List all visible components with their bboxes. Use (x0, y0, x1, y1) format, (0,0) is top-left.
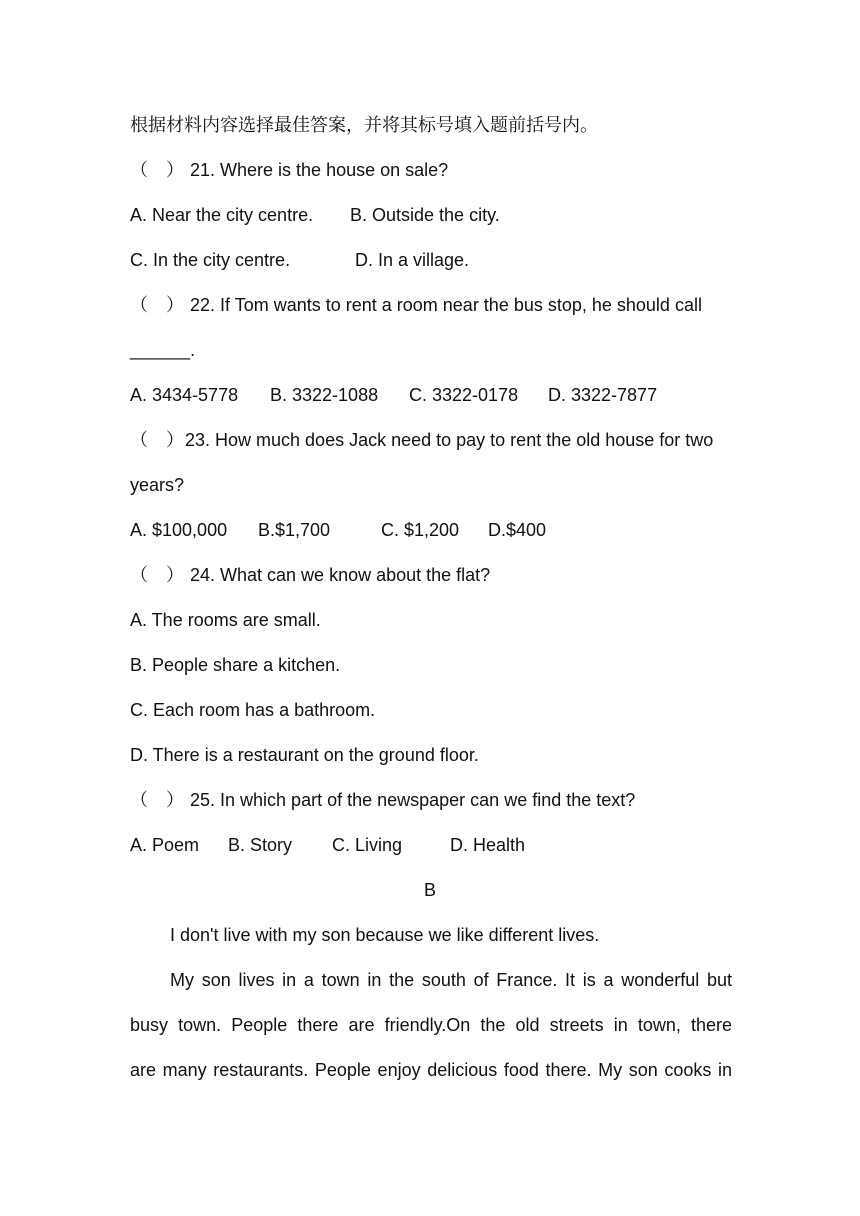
instruction-text: 根据材料内容选择最佳答案，并将其标号填入题前括号内。 (130, 115, 598, 135)
question-21-stem: 21. Where is the house on sale? (190, 160, 449, 180)
option-23-a: A. $100,000 (130, 520, 228, 540)
passage-line-3: busy town. People there are friendly.On the old streets in town, there (130, 1015, 732, 1035)
question-22 (130, 283, 702, 328)
option-22-d: D. 3322-7877 (548, 385, 658, 405)
passage-line-4: are many restaurants. People enjoy delicious food there. My son cooks in (130, 1060, 732, 1080)
option-23-b: B.$1,700 (258, 520, 331, 540)
question-23-stem-line2: years? (130, 475, 185, 495)
passage-line-2: My son lives in a town in the south of France. It is a wonderful but (170, 970, 732, 990)
answer-blank-25: （ ） (130, 790, 184, 810)
option-21-a: A. Near the city centre. (130, 205, 314, 225)
question-21-options-row1 (130, 193, 500, 238)
section-b-heading: B (423, 880, 436, 900)
option-21-b: B. Outside the city. (350, 205, 500, 225)
option-24-b: B. People share a kitchen. (130, 655, 341, 675)
option-24-c: C. Each room has a bathroom. (130, 700, 376, 720)
question-24-stem: 24. What can we know about the flat? (190, 565, 491, 585)
option-25-a: A. Poem (130, 835, 200, 855)
question-21-options-row2 (130, 238, 469, 283)
option-22-a: A. 3434-5778 (130, 385, 239, 405)
option-24-a: A. The rooms are small. (130, 610, 321, 630)
option-22-b: B. 3322-1088 (270, 385, 379, 405)
option-25-d: D. Health (450, 835, 526, 855)
option-25-b: B. Story (228, 835, 293, 855)
option-24-d: D. There is a restaurant on the ground floor. (130, 745, 479, 765)
question-23 (130, 418, 713, 463)
question-22-stem-line1: 22. If Tom wants to rent a room near the bus stop, he should call (190, 295, 702, 315)
passage-line-1: I don't live with my son because we like different lives. (170, 925, 600, 945)
option-21-c: C. In the city centre. (130, 250, 291, 270)
question-24 (130, 553, 490, 598)
option-22-c: C. 3322-0178 (409, 385, 519, 405)
question-25 (130, 778, 635, 823)
option-23-c: C. $1,200 (381, 520, 460, 540)
question-25-stem: 25. In which part of the newspaper can we find the text? (190, 790, 636, 810)
answer-blank-22: （ ） (130, 295, 184, 315)
answer-blank-24: （ ） (130, 565, 184, 585)
option-25-c: C. Living (332, 835, 403, 855)
option-21-d: D. In a village. (355, 250, 470, 270)
question-23-stem-line1: 23. How much does Jack need to pay to rent the old house for two (185, 430, 714, 450)
option-23-d: D.$400 (488, 520, 547, 540)
question-21 (130, 148, 448, 193)
answer-blank-21: （ ） (130, 160, 184, 180)
answer-blank-23: （ ） (130, 430, 184, 450)
question-25-options (130, 823, 525, 868)
question-23-options (130, 508, 546, 553)
question-22-stem-line2: ______. (130, 340, 196, 360)
question-22-options (130, 373, 657, 418)
